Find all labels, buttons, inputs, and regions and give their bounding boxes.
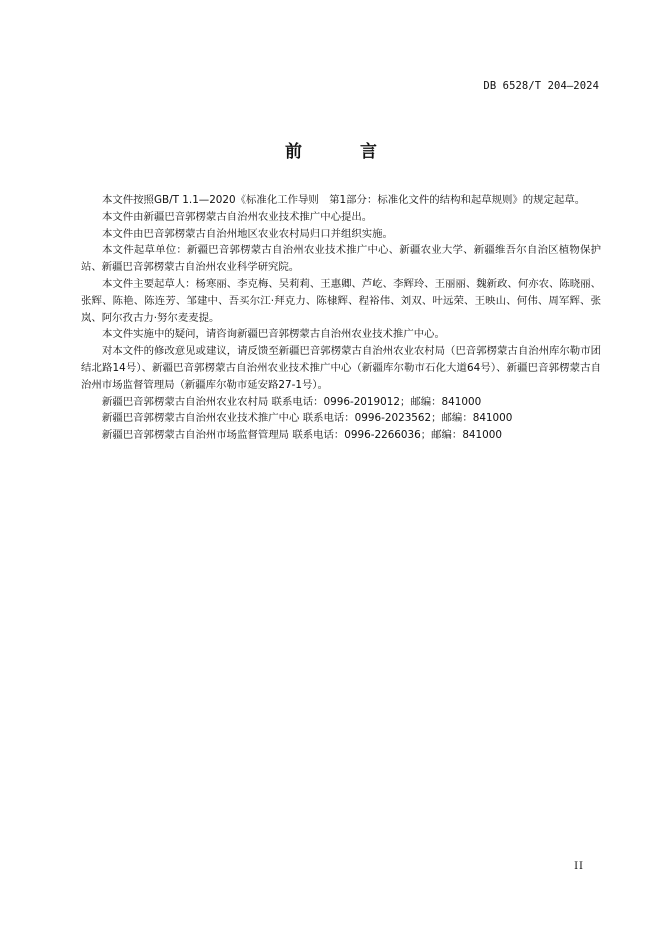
document-code: DB 6528/T 204—2024	[483, 80, 599, 92]
paragraph-drafters: 本文件主要起草人：杨寒丽、李克梅、吴莉莉、王惠卿、芦屹、李辉玲、王丽丽、魏新政、何亦农、陈晓丽、张辉、陈艳、陈连芳、邹建中、吾买尔江·拜克力、陈棣辉、程裕伟、刘双、叶远荣、王映山、何伟、周军辉、张岚、阿尔孜古力·努尔麦麦提。	[81, 277, 601, 324]
page-number: II	[574, 861, 584, 872]
paragraph-inquiry: 本文件实施中的疑问，请咨询新疆巴音郭楞蒙古自治州农业技术推广中心。	[102, 328, 445, 341]
contact-line-tech-center: 新疆巴音郭楞蒙古自治州农业技术推广中心 联系电话：0996-2023562；邮编：841000	[102, 412, 513, 425]
contact-line-agriculture-bureau: 新疆巴音郭楞蒙古自治州农业农村局 联系电话：0996-2019012；邮编：841000	[102, 395, 482, 408]
paragraph-administrator: 本文件由巴音郭楞蒙古自治州地区农业农村局归口并组织实施。	[102, 227, 393, 240]
paragraph-drafting-basis: 本文件按照GB/T 1.1—2020《标准化工作导则 第1部分：标准化文件的结构和起草规则》的规定起草。	[102, 194, 586, 206]
paragraph-feedback: 对本文件的修改意见或建议，请反馈至新疆巴音郭楞蒙古自治州农业农村局（巴音郭楞蒙古自治州库尔勒市团结北路14号）、新疆巴音郭楞蒙古自治州农业技术推广中心（新疆库尔勒市石化大道64号）、新疆巴音郭楞蒙古自治州市场监督管理局（新疆库尔勒市延安路27-1号）。	[81, 345, 601, 391]
contact-line-market-bureau: 新疆巴音郭楞蒙古自治州市场监督管理局 联系电话：0996-2266036；邮编：841000	[102, 429, 502, 442]
paragraph-proposer: 本文件由新疆巴音郭楞蒙古自治州农业技术推广中心提出。	[102, 210, 373, 223]
foreword-body	[81, 192, 601, 444]
paragraph-drafting-units: 本文件起草单位：新疆巴音郭楞蒙古自治州农业技术推广中心、新疆农业大学、新疆维吾尔自治区植物保护站、新疆巴音郭楞蒙古自治州农业科学研究院。	[81, 244, 601, 274]
page-title: 前 言	[285, 142, 403, 162]
